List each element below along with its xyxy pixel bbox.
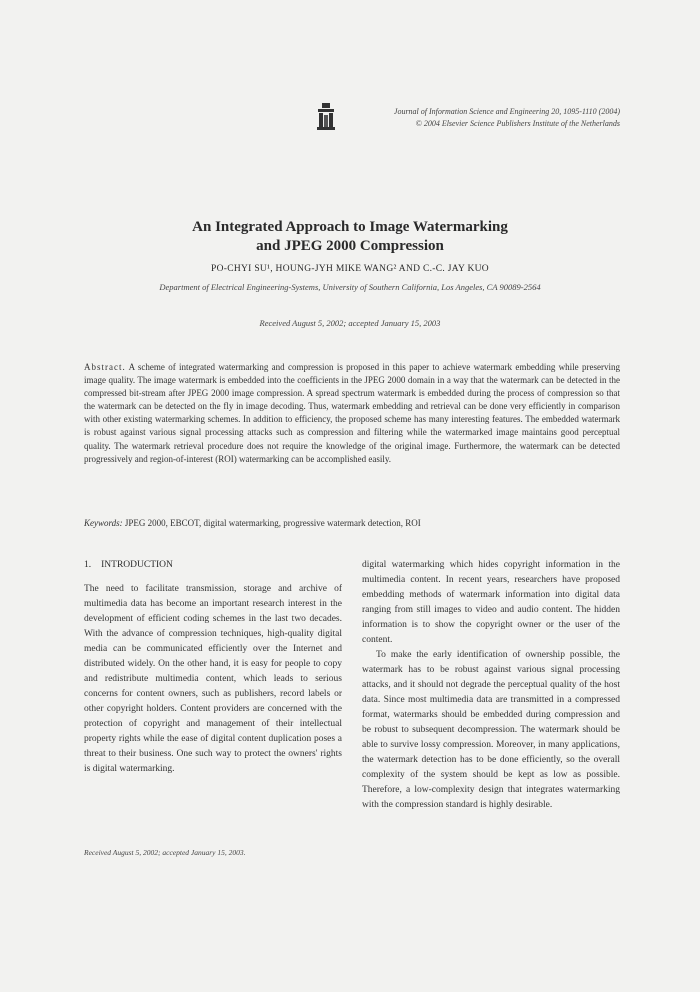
section-title: INTRODUCTION xyxy=(101,560,173,570)
keywords xyxy=(84,518,620,528)
journal-citation: Journal of Information Science and Engineering 20, 1095-1110 (2004) xyxy=(393,107,620,116)
keywords-text: JPEG 2000, EBCOT, digital watermarking, progressive watermark detection, ROI xyxy=(124,518,421,528)
left-column xyxy=(84,582,342,830)
keywords-label: Keywords: xyxy=(84,518,123,528)
received-date: Received August 5, 2002; accepted January 15, 2003 xyxy=(259,318,441,328)
paper-title xyxy=(90,218,610,256)
title-line-1: An Integrated Approach to Image Watermarking xyxy=(192,219,508,235)
body-paragraph: The need to facilitate transmission, storage and archive of multimedia data has become an important research interest in the development of efficient coding schemes in the last two decades. With the advance of compression techniques, high-quality digital media can be communicated efficiently over the Internet and distributed widely. On the other hand, it is easy for people to copy and redistribute multimedia content, which leads to serious concerns for content owners, such as publishers, record labels or other copyright holders. Content providers are concerned with the protection of copyright and management of their intellectual property rights while the ease of digital content duplication poses a threat to their business. One such way to protect the owners' rights is digital watermarking. xyxy=(84,584,342,774)
section-number: 1. xyxy=(84,560,92,570)
section-heading xyxy=(84,560,173,570)
right-column xyxy=(362,558,620,864)
abstract-text: A scheme of integrated watermarking and compression is proposed in this paper to achieve watermark embedding while preserving image quality. The image watermark is embedded into the coefficients in the JPEG 2000 domain in a way that the watermark can be detected in the compressed bit-stream after JPEG 2000 image compression. A spread spectrum watermark is embedded during the process of compression so that the watermark can be detected on the fly in image decoding. Thus, watermark embedding and retrieval can be done very efficiently in comparison with other existing watermarking schemes. In addition to efficiency, the proposed scheme has many interesting features. The embedded watermark is robust against various signal processing attacks such as compression and filtering while the watermarked image maintains good perceptual quality. The watermark retrieval procedure does not require the knowledge of the original image. Furthermore, the watermark can be detected progressively and region-of-interest (ROI) watermarking can be accomplished easily. xyxy=(84,362,620,464)
abstract-label: Abstract. xyxy=(84,362,126,372)
body-paragraph: digital watermarking which hides copyright information in the multimedia content. In recent years, researchers have proposed embedding methods of watermark information into digital data ranging from still images to video and audio content. The hidden information is to show the copyright owner or the user of the content. xyxy=(362,560,620,645)
journal-copyright: © 2004 Elsevier Science Publishers Institute of the Netherlands xyxy=(415,119,620,128)
paper-authors: PO-CHYI SU¹, HOUNG-JYH MIKE WANG² AND C.-C. JAY KUO xyxy=(211,264,489,274)
journal-reference xyxy=(342,106,620,130)
author-affiliation: Department of Electrical Engineering-Systems, University of Southern California, Los Angeles, CA 90089-2564 xyxy=(159,282,541,292)
footnote: Received August 5, 2002; accepted January 15, 2003. xyxy=(84,848,246,857)
publisher-logo-icon xyxy=(316,103,336,131)
title-line-2: and JPEG 2000 Compression xyxy=(256,238,444,254)
body-paragraph: To make the early identification of ownership possible, the watermark has to be robust against various signal processing attacks, and it should not degrade the perceptual quality of the host data. Since most multimedia data are transmitted in a compressed format, watermarks should be embedded during compression and be robust to subsequent decompression. The watermark should be able to survive lossy compression. Moreover, in many applications, the watermark detection has to be done efficiently, so the overall complexity of the system should be kept as low as possible. Therefore, a low-complexity design that integrates watermarking with the compression standard is highly desirable. xyxy=(362,650,620,810)
abstract xyxy=(84,361,620,493)
